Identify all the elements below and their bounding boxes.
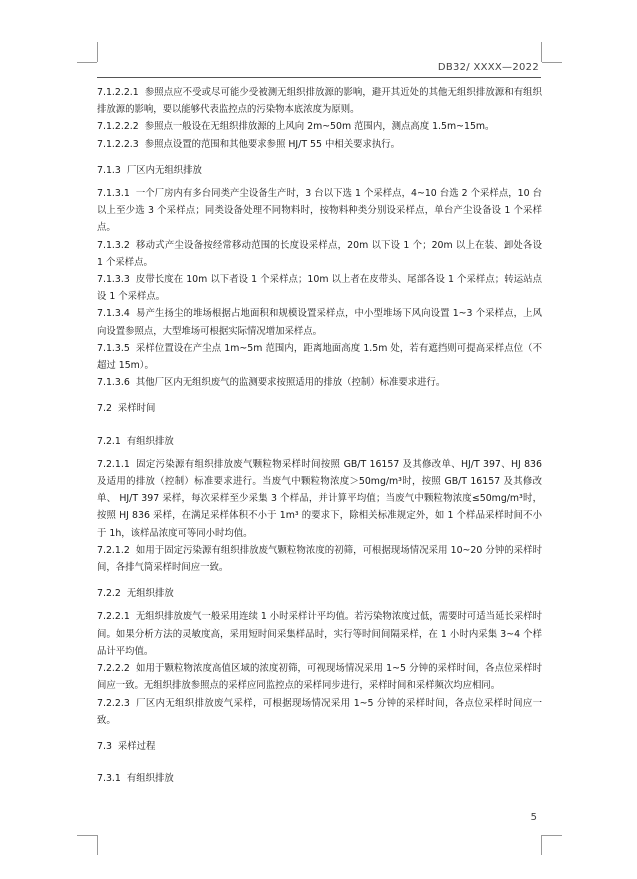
clause-number: 7.2.2.2 xyxy=(97,663,130,675)
clause-text: 采样过程 xyxy=(117,740,156,752)
clause-text: 有组织排放 xyxy=(126,773,174,785)
header-rule xyxy=(97,77,541,78)
clause-paragraph xyxy=(97,456,542,542)
clause-number: 7.1.3.5 xyxy=(97,342,130,354)
clause-text: 易产生扬尘的堆场根据占地面积和规模设置采样点，中小型堆场下风向设置 1~3 个采样点，上风向设置参照点，大型堆场可根据实际情况增加采样点。 xyxy=(97,308,542,337)
clause-number: 7.1.2.2.1 xyxy=(97,87,139,98)
clause-paragraph xyxy=(97,340,542,374)
clause-paragraph xyxy=(97,374,542,391)
clause-text: 无组织排放 xyxy=(126,588,174,600)
section-heading xyxy=(97,770,542,787)
clause-text: 采样位置设在产尘点 1m~5m 范围内，距离地面高度 1.5m 处，若有遮挡则可提高采样点位（不超过 15m）。 xyxy=(97,342,542,372)
clause-number: 7.2.1 xyxy=(97,435,121,447)
clause-text: 皮带长度在 10m 以下者设 1 个采样点；10m 以上者在皮带头、尾部各设 1 个采样点；转运站点设 1 个采样点。 xyxy=(97,274,542,303)
clause-paragraph xyxy=(97,695,542,729)
clause-paragraph xyxy=(97,118,542,135)
clause-text: 固定污染源有组织排放废气颗粒物采样时间按照 GB/T 16157 及其修改单、HJ/T 397、HJ 836 及适用的排放（控制）标准要求进行。当废气中颗粒物浓度＞50mg/m³时，按照 GB/T 16157 及其修改单、 HJ/T 397 采样，每次采样至少采集 3 个样品，并计算平均值；当废气中颗粒物浓度≤50mg/m³时，按照 HJ 836 采样，在满足采样体积不小于 1m³ 的要求下，除相关标准规定外，如 1 个样品采样时间不小于 1h，该样品浓度可等同小时均值。 xyxy=(97,458,542,539)
clause-paragraph xyxy=(97,305,542,339)
clause-number: 7.3.1 xyxy=(97,773,121,785)
clause-text: 参照点一般设在无组织排放源的上风向 2m~50m 范围内，测点高度 1.5m~15m。 xyxy=(144,121,495,133)
clause-number: 7.2.2 xyxy=(97,588,121,600)
clause-text: 参照点设置的范围和其他要求参照 HJ/T 55 中相关要求执行。 xyxy=(144,138,400,150)
clause-paragraph xyxy=(97,660,542,694)
clause-paragraph xyxy=(97,608,542,660)
clause-paragraph xyxy=(97,542,542,576)
clause-number: 7.1.2.2.2 xyxy=(97,121,139,133)
clause-number: 7.2.1.2 xyxy=(97,544,130,556)
clause-paragraph xyxy=(97,237,542,271)
clause-paragraph xyxy=(97,136,542,153)
clause-number: 7.2.1.1 xyxy=(97,458,130,470)
clause-number: 7.1.3.6 xyxy=(97,377,130,389)
crop-mark-bottom-right-h xyxy=(542,835,562,836)
section-heading xyxy=(97,433,542,450)
crop-mark-top-left-v xyxy=(97,42,98,62)
document-body xyxy=(97,84,542,793)
clause-number: 7.2 xyxy=(97,403,112,415)
clause-text: 参照点应不受或尽可能少受被测无组织排放源的影响，避开其近处的其他无组织排放源和有组织排放源的影响，要以能够代表监控点的污染物本底浓度为原则。 xyxy=(97,87,542,116)
clause-text: 有组织排放 xyxy=(126,435,174,447)
page-number: 5 xyxy=(530,812,537,823)
standard-code: DB32/ XXXX—2022 xyxy=(437,62,539,73)
clause-number: 7.3 xyxy=(97,740,112,752)
section-heading xyxy=(97,738,542,755)
clause-text: 其他厂区内无组织废气的监测要求按照适用的排放（控制）标准要求进行。 xyxy=(135,377,446,389)
clause-number: 7.1.3 xyxy=(97,164,121,176)
crop-mark-top-left-h xyxy=(77,62,97,63)
clause-paragraph xyxy=(97,271,542,305)
clause-number: 7.1.3.2 xyxy=(97,239,130,251)
clause-number: 7.2.2.1 xyxy=(97,611,130,623)
crop-mark-bottom-left-h xyxy=(77,835,97,836)
clause-number: 7.2.2.3 xyxy=(97,697,130,709)
clause-text: 如用于颗粒物浓度高值区域的浓度初筛，可视现场情况采用 1~5 分钟的采样时间，各点位采样时间应一致。无组织排放参照点的采样应同监控点的采样同步进行，采样时间和采样频次均应相同。 xyxy=(97,663,542,692)
section-heading xyxy=(97,400,542,417)
clause-paragraph xyxy=(97,185,542,237)
crop-mark-bottom-left-v xyxy=(97,835,98,855)
clause-text: 厂区内无组织排放废气采样，可根据现场情况采用 1~5 分钟的采样时间，各点位采样时间应一致。 xyxy=(97,697,542,726)
crop-mark-top-right-v xyxy=(541,42,542,62)
clause-text: 无组织排放废气一般采用连续 1 小时采样计平均值。若污染物浓度过低，需要时可适当延长采样时间。如果分析方法的灵敏度高，采用短时间采集样品时，实行等时间间隔采样，在 1 小时内采集 3~4 个样品计平均值。 xyxy=(97,611,542,657)
crop-mark-bottom-right-v xyxy=(541,835,542,855)
clause-text: 采样时间 xyxy=(117,403,156,415)
clause-number: 7.1.2.2.3 xyxy=(97,138,139,150)
section-heading xyxy=(97,585,542,602)
clause-text: 移动式产尘设备按经常移动范围的长度设采样点，20m 以下设 1 个；20m 以上在装、卸处各设 1 个采样点。 xyxy=(97,239,542,268)
clause-number: 7.1.3.1 xyxy=(97,188,130,200)
clause-number: 7.1.3.3 xyxy=(97,274,130,286)
clause-number: 7.1.3.4 xyxy=(97,308,130,320)
section-heading xyxy=(97,162,542,179)
clause-text: 如用于固定污染源有组织排放废气颗粒物浓度的初筛，可根据现场情况采用 10~20 分钟的采样时间，各排气筒采样时间应一致。 xyxy=(97,544,542,574)
clause-text: 厂区内无组织排放 xyxy=(126,164,202,176)
clause-paragraph xyxy=(97,84,542,118)
clause-text: 一个厂房内有多台同类产尘设备生产时，3 台以下选 1 个采样点，4~10 台选 2 个采样点，10 台以上至少选 3 个采样点；同类设备处理不同物料时，按物料种类分别设采样点，单台产尘设备设 1 个采样点。 xyxy=(97,188,542,234)
crop-mark-top-right-h xyxy=(542,62,562,63)
